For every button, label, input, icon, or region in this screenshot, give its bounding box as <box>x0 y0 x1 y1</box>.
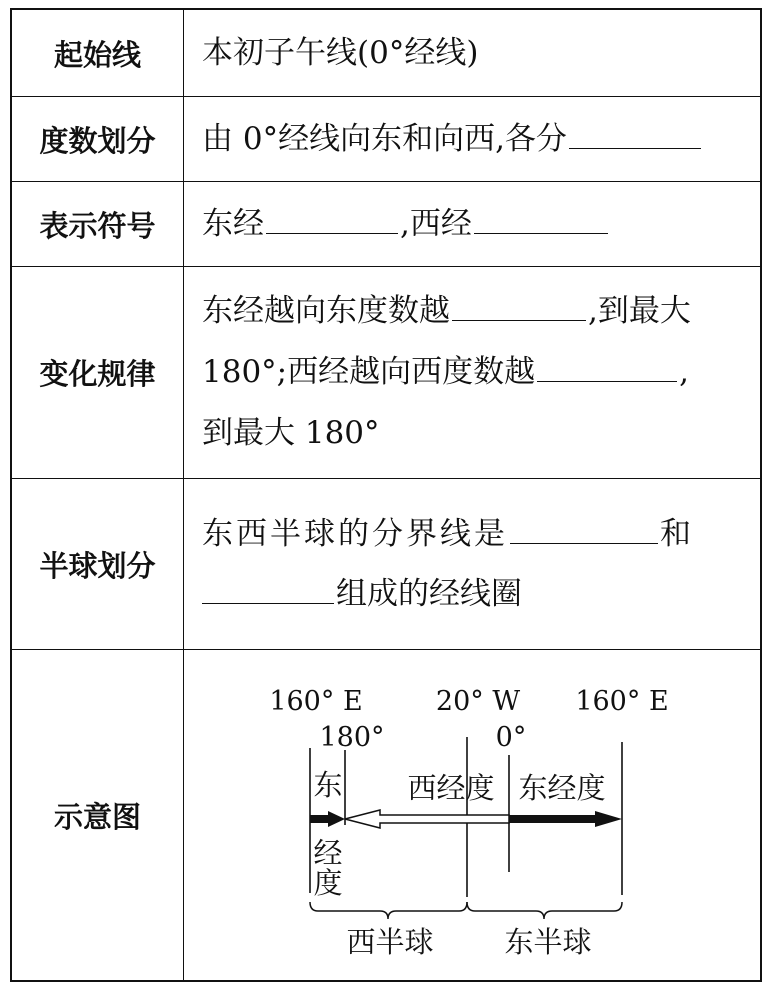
row-symbols <box>12 182 760 267</box>
row-label-degree-division: 度数划分 <box>12 97 184 181</box>
symbols-line <box>202 204 760 244</box>
row-label-diagram: 示意图 <box>12 650 184 980</box>
answer-blank[interactable] <box>452 319 586 321</box>
row-degree-division <box>12 97 760 182</box>
longitude-diagram <box>184 650 760 980</box>
hemisphere-text: 和 <box>660 516 694 552</box>
answer-blank[interactable] <box>537 380 677 382</box>
row-change-rule <box>12 267 760 479</box>
label-160e-left: 160° E <box>269 686 363 717</box>
change-rule-text: ,到最大 <box>588 293 691 329</box>
degree-division-line <box>202 119 760 159</box>
west-hemisphere-label: 西半球 <box>346 925 434 959</box>
hemisphere-text: 东西半球的分界线是 <box>202 516 508 552</box>
change-rule-text: 东经越向东度数越 <box>202 293 450 329</box>
east-longitude-label: 东经度 <box>518 771 606 805</box>
east-arrow-small <box>310 811 345 827</box>
degree-division-text: 由 0°经线向东和向西,各分 <box>202 121 567 157</box>
answer-blank[interactable] <box>266 232 398 234</box>
row-label-hemisphere-division: 半球划分 <box>12 479 184 649</box>
change-rule-line-1 <box>202 281 760 342</box>
row-hemisphere-division <box>12 479 760 650</box>
label-160e-right: 160° E <box>575 686 669 717</box>
change-rule-text: , <box>679 354 689 390</box>
label-180: 180° <box>319 722 385 753</box>
hemisphere-line-1 <box>202 504 760 564</box>
start-line-value: 本初子午线(0°经线) <box>202 35 479 71</box>
east-arrow <box>509 811 622 827</box>
answer-blank[interactable] <box>569 147 701 149</box>
east-hemisphere-brace <box>467 902 622 919</box>
row-diagram <box>12 650 760 980</box>
change-rule-text: 180°;西经越向西度数越 <box>202 354 536 390</box>
vertical-label-char: 经 <box>313 836 343 870</box>
row-label-symbols: 表示符号 <box>12 182 184 266</box>
row-label-start-line: 起始线 <box>12 10 184 96</box>
longitude-table <box>10 8 762 982</box>
west-arrow-hollow <box>345 810 509 828</box>
answer-blank[interactable] <box>510 542 658 544</box>
symbols-east-text: 东经 <box>202 206 264 242</box>
west-longitude-label: 西经度 <box>407 771 495 805</box>
row-content-hemisphere-division <box>184 479 760 649</box>
row-content-change-rule <box>184 267 760 478</box>
row-content-diagram <box>184 650 760 980</box>
east-hemisphere-label: 东半球 <box>504 925 592 959</box>
west-hemisphere-brace <box>310 902 467 919</box>
hemisphere-line-2 <box>202 564 760 624</box>
label-0: 0° <box>495 722 527 753</box>
vertical-label-char: 度 <box>313 866 343 900</box>
row-content-start-line <box>184 10 760 96</box>
row-content-degree-division <box>184 97 760 181</box>
symbols-west-text: ,西经 <box>400 206 472 242</box>
row-start-line <box>12 10 760 97</box>
label-20w: 20° W <box>435 686 521 717</box>
vertical-label-char: 东 <box>313 768 343 802</box>
change-rule-line-2 <box>202 342 760 403</box>
change-rule-line-3: 到最大 180° <box>202 415 380 451</box>
answer-blank[interactable] <box>474 232 608 234</box>
hemisphere-text: 组成的经线圈 <box>336 576 522 612</box>
answer-blank[interactable] <box>202 602 334 604</box>
row-content-symbols <box>184 182 760 266</box>
row-label-change-rule: 变化规律 <box>12 267 184 478</box>
